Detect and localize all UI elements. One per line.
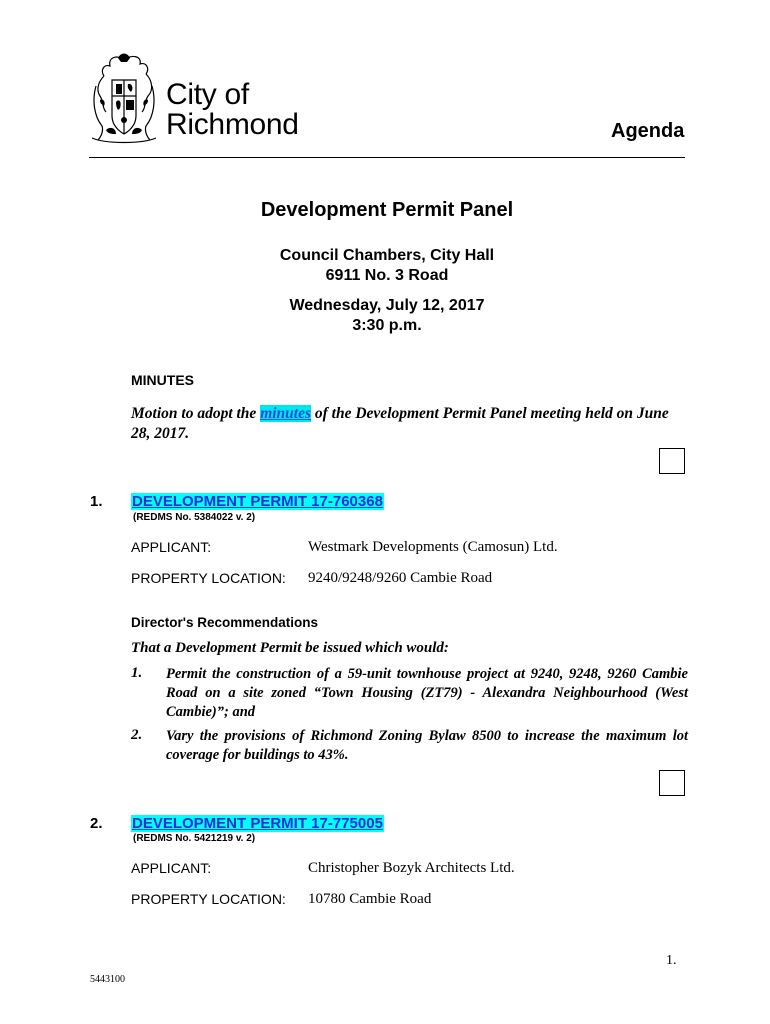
document-id: 5443100	[90, 974, 125, 985]
item-2-applicant-label: APPLICANT:	[131, 860, 212, 876]
motion-text-before: Motion to adopt the	[131, 405, 261, 422]
item-1-redms: (REDMS No. 5384022 v. 2)	[133, 512, 256, 523]
logo-line-2: Richmond	[166, 108, 299, 141]
city-name-logo	[166, 80, 299, 140]
minutes-checkbox[interactable]	[659, 448, 685, 474]
motion-text-after: of the Development Permit Panel meeting held on June 28, 2017.	[131, 405, 669, 442]
item-1-applicant-value: Westmark Developments (Camosun) Ltd.	[308, 539, 558, 555]
recommendation-2-number: 2.	[131, 727, 143, 743]
header-divider	[89, 157, 685, 158]
meeting-time: 3:30 p.m.	[352, 317, 422, 334]
recommendation-1-text: Permit the construction of a 59-unit townhouse project at 9240, 9248, 9260 Cambie Road on a site zoned “Town Housing (ZT79) - Alexandra Neighbourhood (West Cambie)”; and	[166, 666, 688, 720]
meeting-title: Development Permit Panel	[260, 199, 514, 221]
item-2-location-value: 10780 Cambie Road	[308, 891, 432, 907]
item-2-redms: (REDMS No. 5421219 v. 2)	[133, 833, 256, 844]
item-2-applicant-value: Christopher Bozyk Architects Ltd.	[308, 860, 515, 876]
meeting-location-line-2: 6911 No. 3 Road	[325, 267, 449, 284]
city-crest-logo	[86, 50, 162, 146]
meeting-location-line-1: Council Chambers, City Hall	[279, 247, 495, 264]
recommendation-2-text: Vary the provisions of Richmond Zoning Bylaw 8500 to increase the maximum lot coverage for buildings to 43%.	[166, 728, 688, 763]
item-1-applicant-label: APPLICANT:	[131, 539, 212, 555]
logo-line-1: City of	[166, 78, 249, 111]
item-2-number: 2.	[90, 815, 103, 832]
item-1-checkbox[interactable]	[659, 770, 685, 796]
meeting-date: Wednesday, July 12, 2017	[289, 297, 485, 314]
item-1-number: 1.	[90, 493, 103, 510]
item-1-location-label: PROPERTY LOCATION:	[131, 570, 286, 586]
page-number: 1.	[666, 953, 677, 968]
recommendation-1-number: 1.	[131, 665, 143, 681]
minutes-heading: MINUTES	[131, 372, 194, 388]
item-2-location-label: PROPERTY LOCATION:	[131, 891, 286, 907]
minutes-motion	[131, 404, 691, 444]
minutes-link[interactable]: minutes	[260, 405, 312, 422]
item-1-location-value: 9240/9248/9260 Cambie Road	[308, 570, 493, 586]
item-1-recommendations-intro: That a Development Permit be issued which would:	[131, 640, 449, 656]
item-1-permit-link[interactable]: DEVELOPMENT PERMIT 17-760368	[132, 493, 383, 510]
item-2-permit-link[interactable]: DEVELOPMENT PERMIT 17-775005	[132, 815, 383, 832]
document-type-heading: Agenda	[611, 120, 685, 142]
item-1-recommendations-heading: Director's Recommendations	[131, 615, 319, 630]
